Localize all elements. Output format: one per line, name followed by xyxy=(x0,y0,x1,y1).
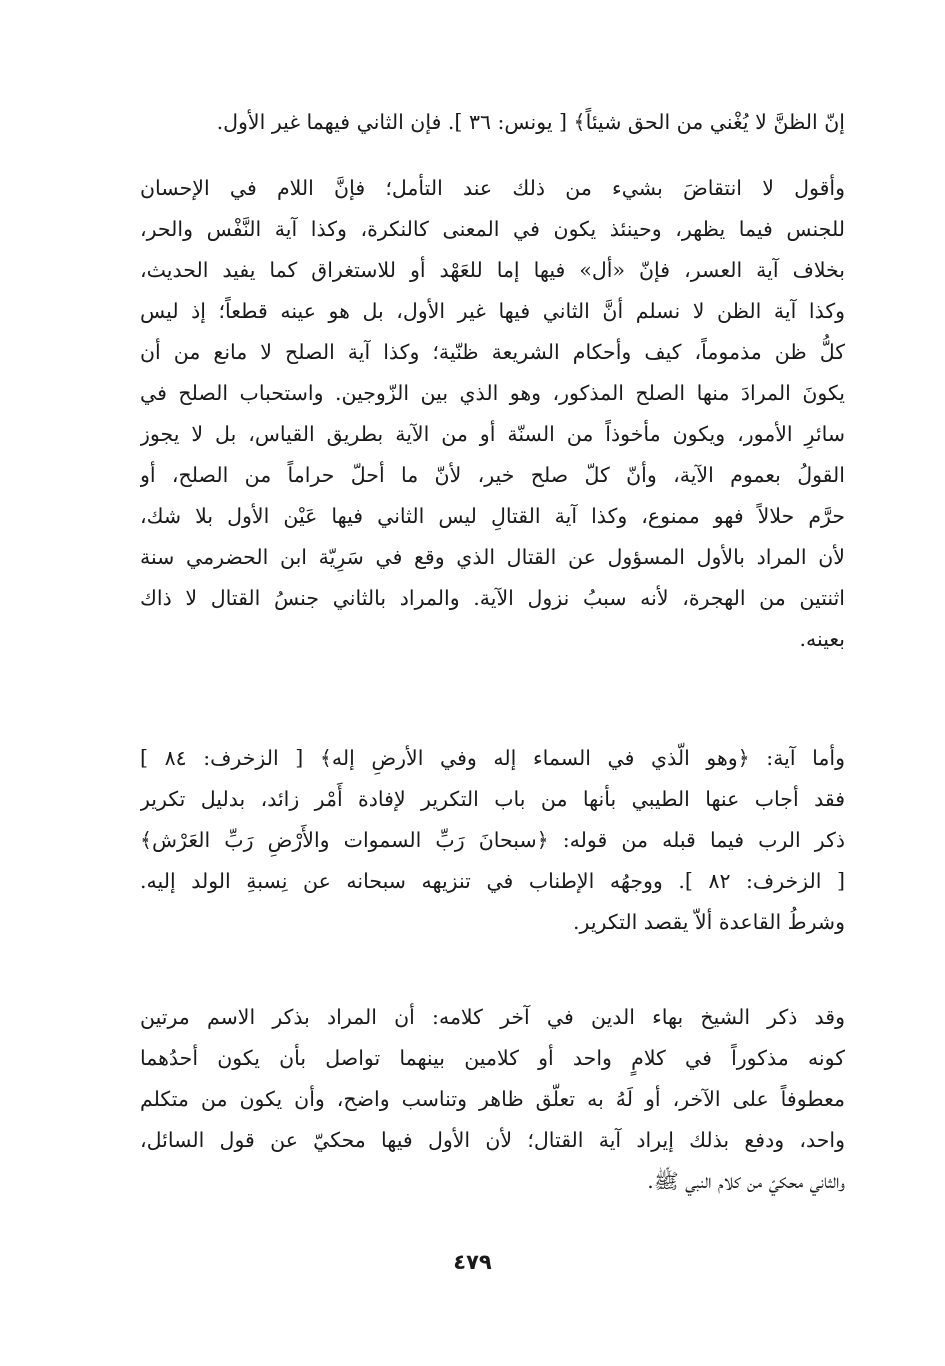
page-number: ٤٧٩ xyxy=(453,1250,492,1274)
text-line: يكونَ المرادَ منها الصلح المذكور، وهو الذي بين الزّوجين. واستحباب الصلح في xyxy=(140,381,845,405)
text-line: كونه مذكوراً في كلامٍ واحد أو كلامين بينهما تواصل بأن يكون أحدُهما xyxy=(140,1046,845,1070)
text-line: اثنتين من الهجرة، لأنه سببُ نزول الآية. والمراد بالثاني جنسُ القتال لا ذاك xyxy=(140,586,845,610)
paragraph-3 xyxy=(140,738,845,943)
text-line: وأما آية: ﴿وهو الّذي في السماء إله وفي الأرضِ إله﴾ [ الزخرف: ٨٤ ] xyxy=(140,746,845,770)
text-line: سائرِ الأمور، ويكون مأخوذاً من السنّة أو من الآية بطريق القياس، بل لا يجوز xyxy=(140,422,845,446)
text-line: واحد، ودفع بذلك إيراد آية القتال؛ لأن الأول فيها محكيّ عن قول السائل، xyxy=(140,1128,845,1152)
text-line: لأن المراد بالأول المسؤول عن القتال الذي وقع في سَرِيّة ابن الحضرمي سنة xyxy=(140,545,845,569)
text-line: للجنس فيما يظهر، وحينئذ يكون في المعنى كالنكرة، وكذا آية النَّفْس والحر، xyxy=(140,217,845,241)
paragraph-1 xyxy=(140,102,845,143)
text-line: القولُ بعموم الآية، وأنّ كلّ صلح خير، لأنّ ما أحلّ حراماً من الصلح، أو xyxy=(140,463,845,487)
text-line: وكذا آية الظن لا نسلم أنَّ الثاني فيها غير الأول، بل هو عينه قطعاً؛ إذ ليس xyxy=(140,299,845,323)
text-line: وقد ذكر الشيخ بهاء الدين في آخر كلامه: أن المراد بذكر الاسم مرتين xyxy=(140,1005,845,1029)
text-line: ذكر الرب فيما قبله من قوله: ﴿سبحانَ رَبِّ السموات والأَرْضِ رَبِّ العَرْش﴾ xyxy=(140,828,845,852)
text-line: معطوفاً على الآخر، أو لَهُ به تعلّق ظاهر وتناسب واضح، وأن يكون من متكلم xyxy=(140,1087,845,1111)
text-line: وشرطُ القاعدة ألاّ يقصد التكرير. xyxy=(573,910,845,934)
paragraph-4 xyxy=(140,997,845,1202)
text-line: حرَّم حلالاً فهو ممنوع، وكذا آية القتالِ ليس الثاني فيها عَيْن الأول بلا شك، xyxy=(140,504,845,528)
text-line: بعينه. xyxy=(799,627,845,651)
text-line: بخلاف آية العسر، فإنّ «أل» فيها إما للعَهْد أو للاستغراق كما يفيد الحديث، xyxy=(140,258,845,282)
text-line: والثاني محكيّ من كلام النبي ﷺ. xyxy=(647,1169,845,1193)
text-line: [ الزخرف: ٨٢ ]. ووجهُه الإطناب في تنزيهه سبحانه عن نِسبةِ الولد إليه. xyxy=(140,869,845,893)
text-line: كلُّ ظن مذموماً، كيف وأحكام الشريعة ظنّية؛ وكذا آية الصلح لا مانع من أن xyxy=(140,340,845,364)
text-line: وأقول لا انتقاضَ بشيء من ذلك عند التأمل؛ فإنَّ اللام في الإحسان xyxy=(140,176,845,200)
text-line: فقد أجاب عنها الطيبي بأنها من باب التكرير لإفادة أَمْر زائد، بدليل تكرير xyxy=(140,787,845,811)
paragraph-2 xyxy=(140,168,845,660)
text-line: إنّ الظنَّ لا يُغْني من الحق شيئاً﴾ [ يونس: ٣٦ ]. فإن الثاني فيهما غير الأول. xyxy=(216,110,845,134)
